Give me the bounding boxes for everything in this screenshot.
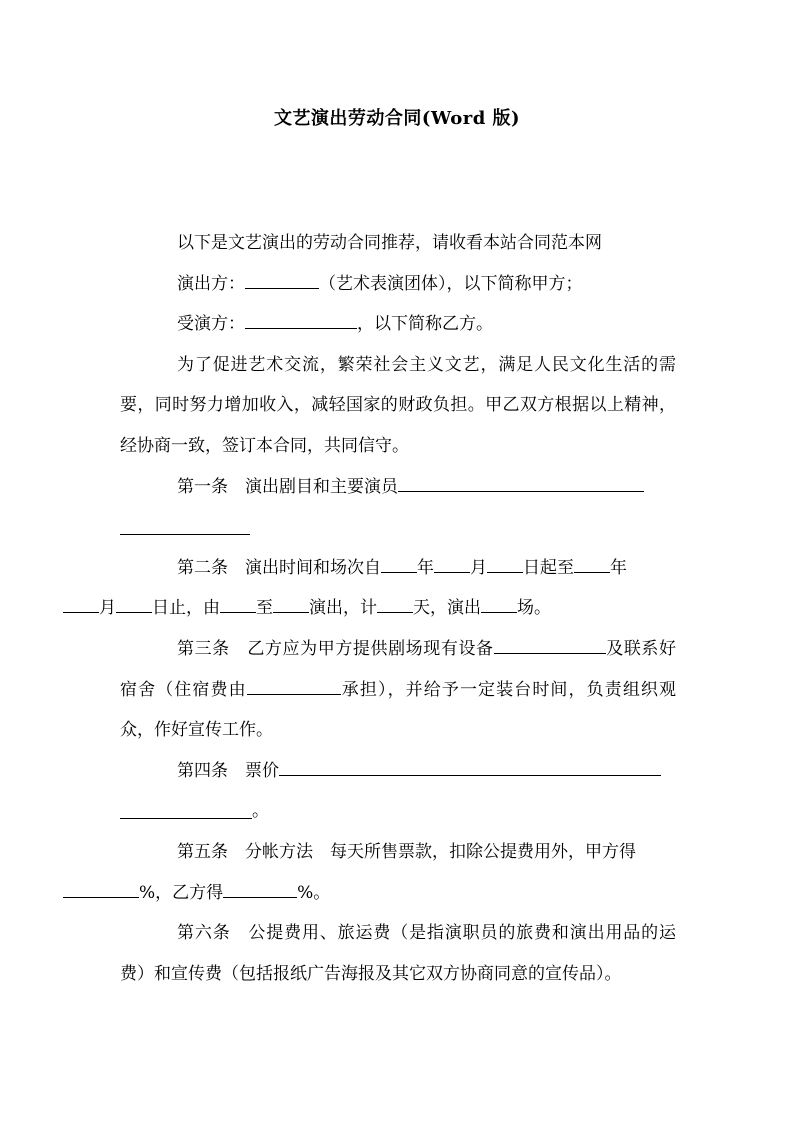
article-2-blank-shows — [481, 611, 517, 613]
party-a-blank — [245, 287, 319, 289]
paragraph-intro: 以下是文艺演出的劳动合同推荐，请收看本站合同范本网 — [177, 233, 602, 253]
article-5-text-b: %，乙方得 — [139, 882, 224, 903]
article-1-blank-2 — [120, 533, 250, 535]
article-3-text-b: 及联系好宿舍（住宿费由 — [120, 638, 677, 700]
article-2-month-2: 月 — [99, 598, 116, 619]
article-4-text: 第四条 票价 — [177, 760, 279, 781]
article-1-continuation — [120, 507, 676, 548]
article-2-blank-month-from — [434, 571, 470, 573]
paragraph-article-2 — [99, 548, 676, 629]
paragraph-purpose: 为了促进艺术交流，繁荣社会主义文艺，满足人民文化生活的需要，同时努力增加收入，减轻国家的财政负担。甲乙双方根据以上精神，经协商一致，签订本合同，共同信守。 — [120, 354, 676, 456]
article-2-year: 年 — [417, 557, 434, 578]
article-2-day-from: 日起至 — [523, 557, 574, 578]
article-2-blank-month-to — [63, 611, 99, 613]
article-2-blank-day-from — [487, 571, 523, 573]
article-2-days: 天，演出 — [413, 598, 481, 619]
article-4-blank-2 — [120, 817, 252, 819]
article-2-blank-place-to — [273, 611, 309, 613]
party-a-prefix: 演出方： — [177, 273, 245, 294]
document-title: 文艺演出劳动合同(Word 版) — [273, 108, 521, 129]
article-4-end: 。 — [252, 801, 269, 822]
article-2-shows: 场。 — [517, 598, 551, 619]
article-2-show: 演出，计 — [309, 598, 377, 619]
paragraph-article-1 — [120, 467, 676, 508]
article-4-blank — [279, 774, 661, 776]
article-3-blank-equipment — [494, 652, 606, 654]
article-3-text-c: 承担），并给予一定装台时间，负责组织观众，作好宣传工作。 — [120, 679, 677, 741]
article-2-blank-place-from — [220, 611, 256, 613]
article-5-blank-a — [63, 896, 139, 898]
article-5-blank-b — [223, 896, 297, 898]
party-b-suffix: ，以下简称乙方。 — [357, 314, 493, 335]
article-5-text-c: %。 — [297, 882, 331, 903]
party-b-prefix: 受演方： — [177, 314, 245, 335]
article-3-text-a: 第三条 乙方应为甲方提供剧场现有设备 — [177, 638, 494, 659]
article-2-blank-year-from — [381, 571, 417, 573]
article-5-text-a: 第五条 分帐方法 每天所售票款，扣除公提费用外，甲方得 — [177, 841, 636, 862]
article-4-continuation — [120, 791, 676, 832]
document-body — [99, 223, 677, 994]
paragraph-party-b — [120, 304, 676, 345]
paragraph-article-4 — [120, 751, 676, 792]
party-a-suffix: （艺术表演团体），以下简称甲方； — [319, 273, 583, 294]
article-2-year-2: 年 — [610, 557, 627, 578]
article-2-to: 至 — [256, 598, 273, 619]
article-2-blank-year-to — [574, 571, 610, 573]
paragraph-party-a — [120, 264, 676, 305]
article-2-blank-days — [377, 611, 413, 613]
paragraph-article-5 — [120, 832, 676, 913]
article-2-text: 第二条 演出时间和场次自 — [177, 557, 381, 578]
article-3-blank-payer — [247, 693, 341, 695]
article-1-text: 第一条 演出剧目和主要演员 — [177, 476, 398, 497]
article-2-day-to: 日止，由 — [152, 598, 220, 619]
article-1-blank — [398, 490, 644, 492]
paragraph-article-6: 第六条 公提费用、旅运费（是指演职员的旅费和演出用品的运费）和宣传费（包括报纸广告海报及其它双方协商同意的宣传品）。 — [120, 923, 676, 984]
paragraph-article-3 — [120, 629, 676, 751]
article-2-month: 月 — [470, 557, 487, 578]
article-2-blank-day-to — [116, 611, 152, 613]
party-b-blank — [245, 327, 357, 329]
